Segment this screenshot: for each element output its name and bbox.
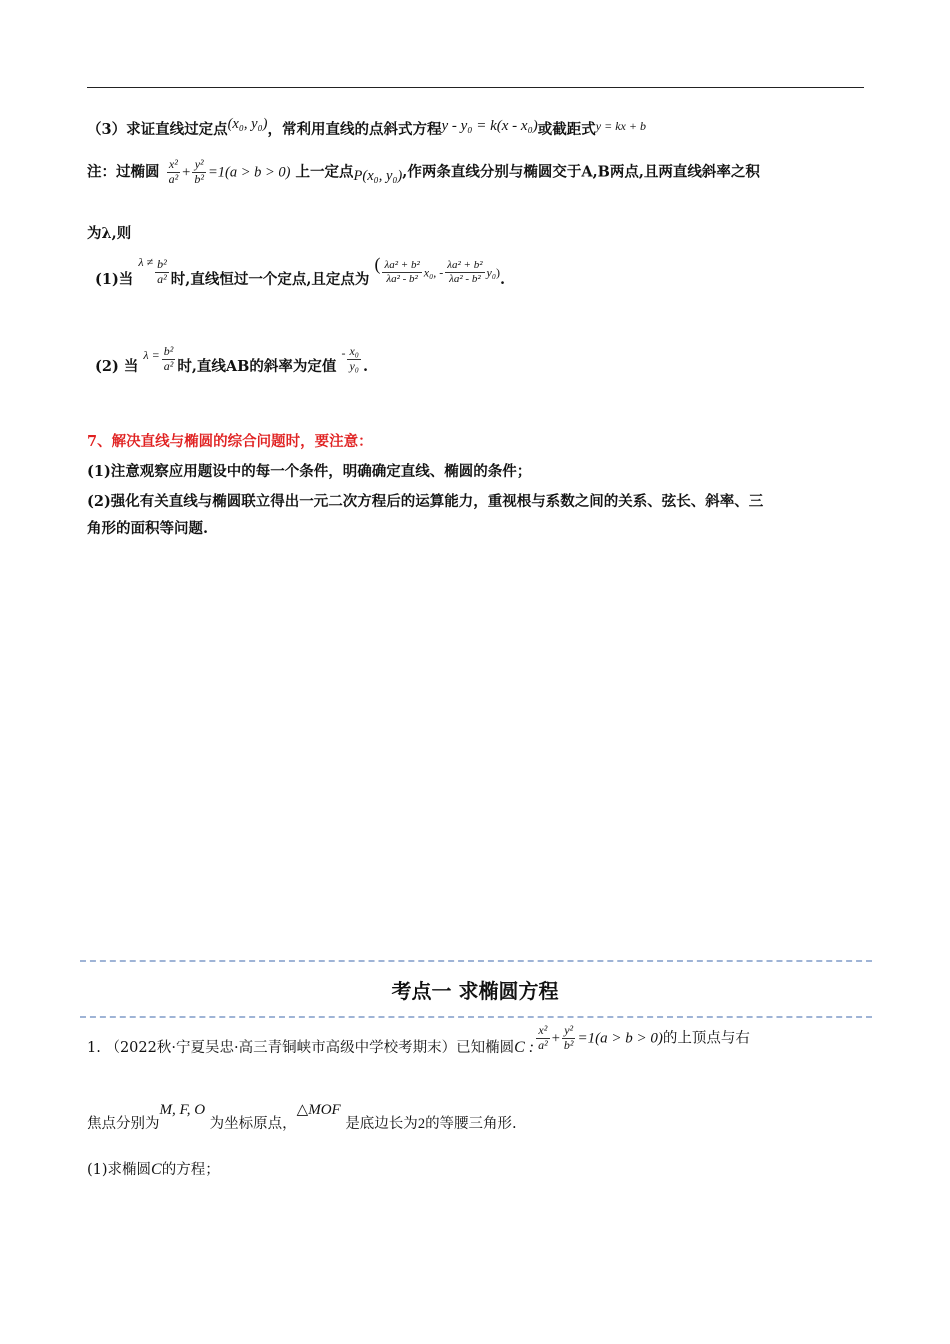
tip7-p2a: (2)强化有关直线与椭圆联立得出一元二次方程后的运算能力，重视根与系数之间的关系、弦长、斜率、三 [87,493,764,510]
section-divider-top [80,960,872,962]
frac-x2-a2: $\frac{\text{x²}}{\text{a²}}$ [168,157,179,186]
point-P: P(x₀, y₀) [353,168,403,185]
ellipse-condition: =1(a > b > 0) [207,164,291,181]
line-3 [87,118,646,139]
case-1: (1)当 $^{\lambda \ne}$ $\frac{\text{b²}}{\text{a²}}$ 时,直线恒过一个定点,且定点为 ( $\frac{\text{λa² + b²}}{\text{λa² - b²}}$ x₀, - $\frac{\text{λa² + b²}}{\text{λa² - b²}}$ y₀). [95,254,506,289]
tip7-title: 7、解决直线与椭圆的综合问题时，要注意： [87,433,373,450]
section-title: 考点一 求椭圆方程 [391,979,559,1003]
note-line-2: 为λ,则 [87,225,132,242]
tip7-p1: (1)注意观察应用题设中的每一个条件，明确确定直线、椭圆的条件； [87,463,532,480]
point-slope-eq: y - y₀ = k(x - x₀) [441,118,538,134]
case-2: (2) 当 $^{\lambda =}$ $\frac{\text{b²}}{\text{a²}}$ 时,直线AB的斜率为定值 - $\frac{\text{x₀}}{\text{y₀}}$ . [95,344,369,376]
frac-x2-a2-p: $\frac{\text{x²}}{\text{a²}}$ [538,1023,548,1052]
note-prefix: 注：过椭圆 [87,163,160,181]
frac-fixed-x: $\frac{\text{λa² + b²}}{\text{λa² - b²}}$ [384,259,420,285]
problem-1-line1: 1. （2022秋·宁夏吴忠·高三青铜峡市高级中学校考期末）已知椭圆C : $\frac{\text{x²}}{\text{a²}}$ + $\frac{\text{y²}}{\text{b²}}$ =1(a > b > 0)的上顶点与右 [87,1023,750,1057]
note-line [87,158,760,187]
frac-fixed-y: $\frac{\text{λa² + b²}}{\text{λa² - b²}}$ [447,259,483,285]
note-mid: 上一定点 [295,163,354,181]
line3-mid2: 或截距式 [537,121,596,138]
frac-x0-y0: $\frac{\text{x₀}}{\text{y₀}}$ [349,344,359,373]
intercept-eq: y = kx + b [595,119,646,133]
frac-b2-a2-2: $\frac{\text{b²}}{\text{a²}}$ [163,344,174,373]
frac-y2-b2-p: $\frac{\text{y²}}{\text{b²}}$ [563,1023,574,1052]
section-divider-bottom [80,1016,872,1018]
frac-y2-b2: $\frac{\text{y²}}{\text{b²}}$ [194,157,204,186]
plus-sign: + [182,164,191,181]
note-rest: ,作两条直线分别与椭圆交于A,B两点,且两直线斜率之积 [402,163,760,181]
line3-mid: ，常利用直线的点斜式方程 [267,121,442,138]
fixed-point-expr: (x₀, y₀) [227,116,268,132]
top-rule [87,87,864,88]
line3-prefix: （3）求证直线过定点 [87,121,228,138]
problem-1-line2: 焦点分别为M, F, O 为坐标原点，△MOF 是底边长为2的等腰三角形. [87,1102,517,1132]
problem-1-q1: (1)求椭圆C的方程； [87,1161,220,1178]
tip7-p2b: 角形的面积等问题. [87,520,209,537]
frac-b2-a2: $\frac{\text{b²}}{\text{a²}}$ [157,257,167,286]
